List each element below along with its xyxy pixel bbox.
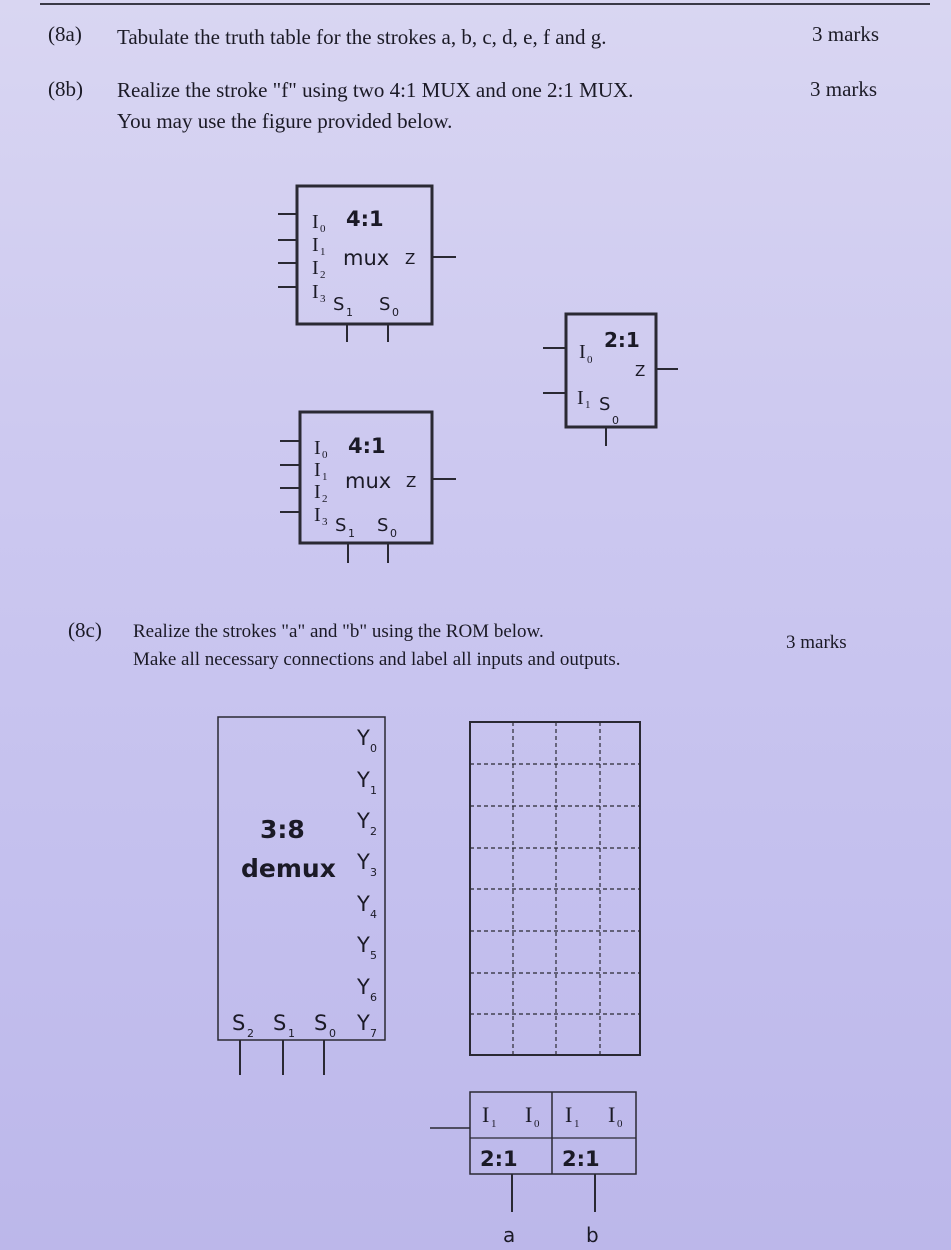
demux-y2: Y (357, 809, 370, 833)
demux-y4: Y (357, 892, 370, 916)
demux-y7-sub: 7 (370, 1027, 377, 1040)
mux1-s0: S (379, 294, 391, 315)
q8a-number: (8a) (48, 22, 82, 46)
demux-y1-sub: 1 (370, 784, 377, 797)
q8c-line2: Make all necessary connections and label all inputs and outputs. (133, 649, 621, 670)
mux21-in0-sub: 0 (587, 354, 593, 366)
mux1-in0: I (312, 211, 319, 233)
q8c-marks: 3 marks (786, 632, 847, 653)
rom-output-b: b (586, 1223, 599, 1247)
mux1-in0-sub: 0 (320, 223, 326, 235)
demux-y5-sub: 5 (370, 949, 377, 962)
mux1-s0-sub: 0 (392, 306, 399, 319)
q8b-marks: 3 marks (810, 77, 878, 101)
mux2-in2: I (314, 481, 321, 503)
demux-y1: Y (357, 768, 370, 792)
rom-mux-b-i0-sub: 0 (617, 1118, 623, 1130)
rom-mux-a-i0: I (525, 1102, 533, 1127)
demux-y6-sub: 6 (370, 991, 377, 1004)
rom-output-muxes (430, 1092, 636, 1212)
q8b-line2: You may use the figure provided below. (117, 109, 453, 133)
mux1-title: 4:1 (346, 207, 384, 231)
demux-y4-sub: 4 (370, 908, 377, 921)
mux2-name: mux (345, 469, 392, 493)
demux-title: 3:8 (260, 815, 305, 844)
mux1-output: Z (405, 250, 416, 268)
mux2-output: Z (406, 473, 417, 491)
mux21-s0-sub: 0 (612, 414, 619, 427)
demux-s0-sub: 0 (329, 1027, 336, 1040)
mux2-title: 4:1 (348, 434, 386, 458)
demux-y2-sub: 2 (370, 825, 377, 838)
q8c-number: (8c) (68, 618, 102, 642)
rom-mux-b-title: 2:1 (562, 1147, 600, 1171)
mux1-in2: I (312, 257, 319, 279)
mux2-s1: S (335, 515, 347, 536)
mux2-s1-sub: 1 (348, 527, 355, 540)
demux-s2: S (232, 1011, 246, 1035)
mux2-s0: S (377, 515, 389, 536)
mux1-in3-sub: 3 (320, 293, 326, 305)
mux21-output: Z (635, 362, 646, 380)
rom-output-a: a (503, 1223, 516, 1247)
demux-y7: Y (357, 1011, 370, 1035)
demux-s2-sub: 2 (247, 1027, 254, 1040)
mux2-in0-sub: 0 (322, 449, 328, 461)
rom-grid (470, 722, 640, 1055)
mux1-in2-sub: 2 (320, 269, 326, 281)
mux2-in1-sub: 1 (322, 471, 328, 483)
mux2-in3-sub: 3 (322, 516, 328, 528)
rom-mux-a-i1: I (482, 1102, 490, 1127)
mux2-in0: I (314, 437, 321, 459)
demux-s0: S (314, 1011, 328, 1035)
demux-outputs (356, 726, 377, 1040)
q8a-text: Tabulate the truth table for the strokes a, b, c, d, e, f and g. (117, 25, 607, 49)
demux-s1-sub: 1 (288, 1027, 295, 1040)
rom-mux-b-i1-sub: 1 (574, 1118, 580, 1130)
q8b-line1: Realize the stroke "f" using two 4:1 MUX and one 2:1 MUX. (117, 78, 634, 102)
mux21-in0: I (579, 341, 586, 363)
q8c-line1: Realize the strokes "a" and "b" using the ROM below. (133, 621, 544, 642)
demux-y0: Y (357, 726, 370, 750)
mux2-in1: I (314, 459, 321, 481)
demux-name: demux (241, 854, 336, 883)
mux21-s0: S (599, 394, 611, 415)
mux1-in1: I (312, 234, 319, 256)
mux1-in3: I (312, 281, 319, 303)
q8a-marks: 3 marks (812, 22, 880, 46)
mux21-in1: I (577, 387, 584, 409)
mux2-in3: I (314, 504, 321, 526)
mux21-in1-sub: 1 (585, 399, 591, 411)
rom-mux-a-i1-sub: 1 (491, 1118, 497, 1130)
demux-y6: Y (357, 975, 370, 999)
mux1-s1: S (333, 294, 345, 315)
mux1-s1-sub: 1 (346, 306, 353, 319)
rom-mux-b-i1: I (565, 1102, 573, 1127)
mux2-s0-sub: 0 (390, 527, 397, 540)
demux-y0-sub: 0 (370, 742, 377, 755)
mux1-name: mux (343, 246, 390, 270)
demux-selects (232, 1011, 336, 1040)
rom-mux-a-title: 2:1 (480, 1147, 518, 1171)
demux-s1: S (273, 1011, 287, 1035)
mux2-in2-sub: 2 (322, 493, 328, 505)
rom-mux-b-i0: I (608, 1102, 616, 1127)
mux21-title: 2:1 (604, 328, 640, 352)
rom-mux-a-i0-sub: 0 (534, 1118, 540, 1130)
demux-y5: Y (357, 933, 370, 957)
demux-y3: Y (357, 850, 370, 874)
mux1-in1-sub: 1 (320, 246, 326, 258)
q8b-number: (8b) (48, 77, 83, 101)
demux-y3-sub: 3 (370, 866, 377, 879)
